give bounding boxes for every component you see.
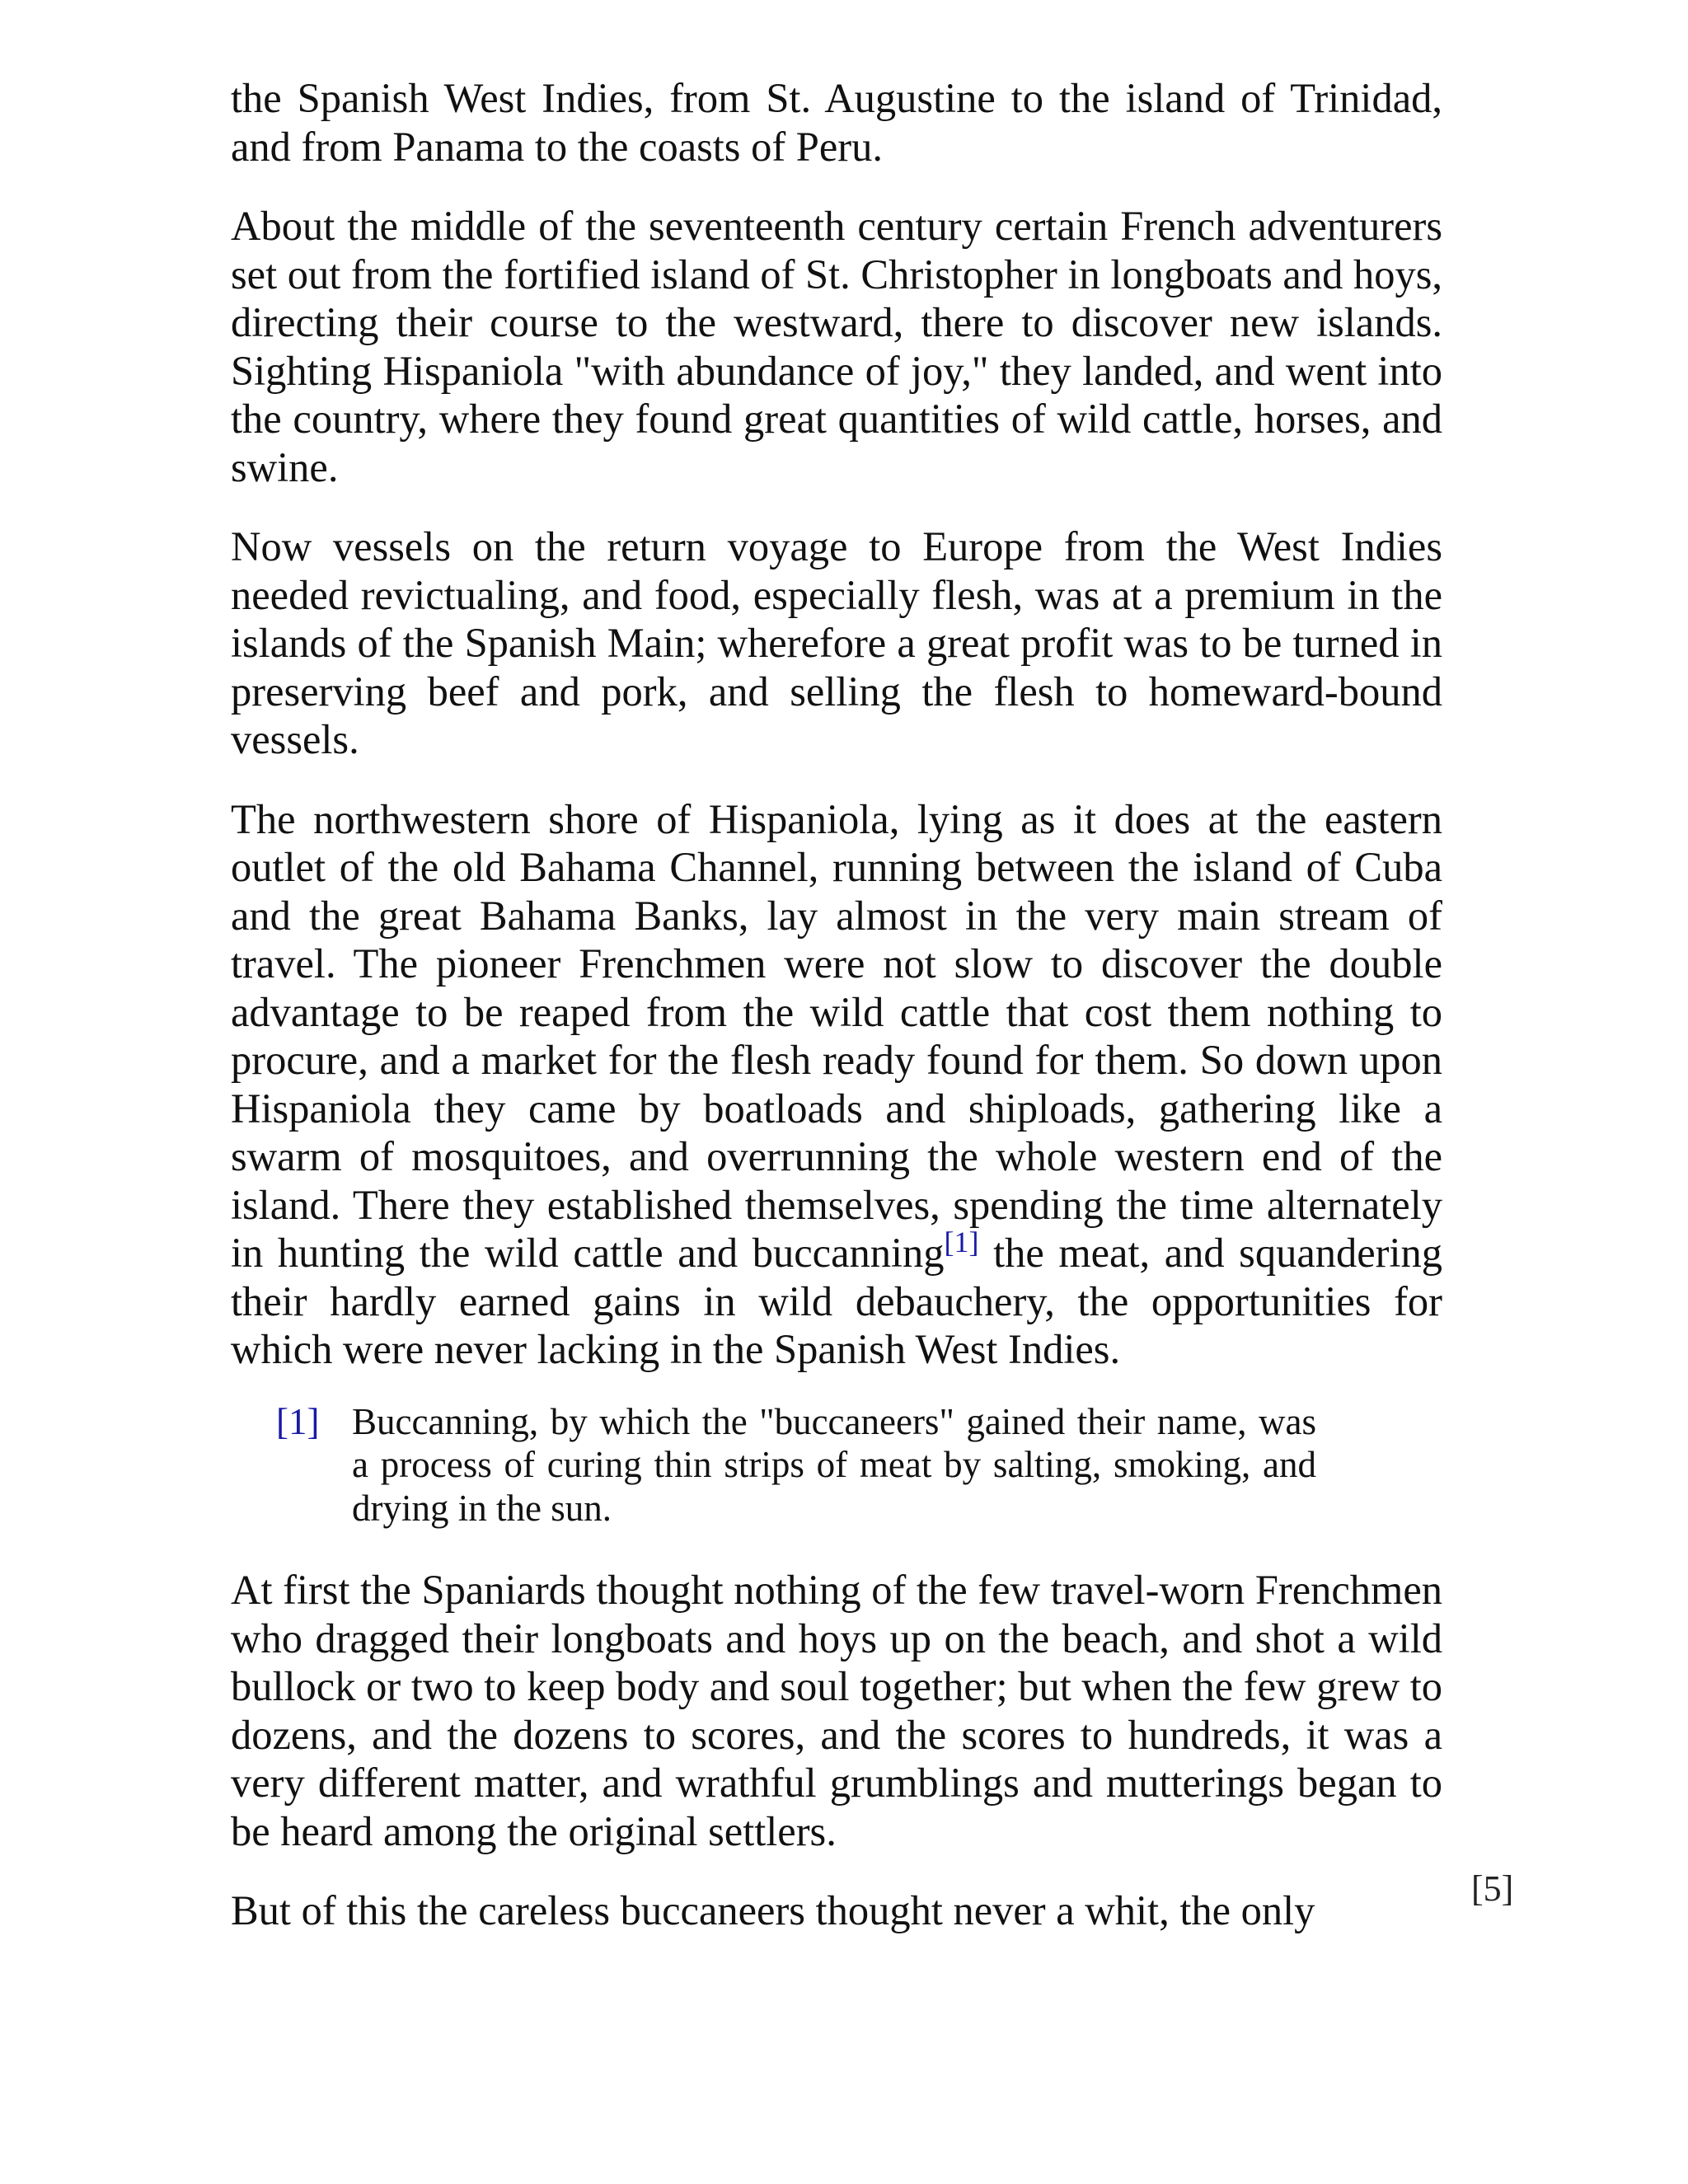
paragraph-2: About the middle of the seventeenth century certain French adventurers set out from the fortified island of St. Christopher in longboats and hoys, directing their course to the westward, there to discover new islands. Sighting Hispaniola "with abundance of joy," they landed, and went into the country, where they found great quantities of wild cattle, horses, and swine.	[231, 203, 1442, 490]
page-number: [5]	[1471, 1868, 1514, 1909]
paragraph-6: But of this the careless buccaneers thought never a whit, the only	[231, 1887, 1315, 1933]
footnote-ref-link[interactable]: [1]	[944, 1226, 979, 1258]
paragraph-4-text-end: the meat, and squandering their hardly earned gains in wild debauchery, the opportunities for which were never lacking in the Spanish West Indies.	[231, 1230, 1443, 1372]
footnote-text: Buccanning, by which the "buccaneers" gained their name, was a process of curing thin strips of meat by salting, smoking, and drying in the sun.	[352, 1400, 1316, 1529]
paragraph-4-text-start: The northwestern shore of Hispaniola, lying as it does at the eastern outlet of the old Bahama Channel, running between the island of Cuba and the great Bahama Banks, lay almost in the very main stream of travel. The pioneer Frenchmen were not slow to discover the double advantage to be reaped from the wild cattle that cost them nothing to procure, and a market for the flesh ready found for them. So down upon Hispaniola they came by boatloads and shiploads, gathering like a swarm of mosquitoes, and overrunning the whole western end of the island. There they established themselves, spending the time alternately in hunting the wild cattle and buccanning	[231, 795, 1442, 1276]
paragraph-1: the Spanish West Indies, from St. Augustine to the island of Trinidad, and from Panama to the coasts of Peru.	[231, 75, 1442, 170]
page-body	[231, 74, 1442, 1966]
paragraph-5: At first the Spaniards thought nothing of the few travel-worn Frenchmen who dragged their longboats and hoys up on the beach, and shot a wild bullock or two to keep body and soul together; but when the few grew to dozens, and the dozens to scores, and the scores to hundreds, it was a very different matter, and wrathful grumblings and mutterings began to be heard among the original settlers.	[231, 1567, 1442, 1854]
footnote-label-link[interactable]: [1]	[276, 1400, 320, 1442]
footnote	[276, 1400, 1316, 1530]
paragraph-3: Now vessels on the return voyage to Europe from the West Indies needed revictualing, and food, especially flesh, was at a premium in the islands of the Spanish Main; wherefore a great profit was to be turned in preserving beef and pork, and selling the flesh to homeward-bound vessels.	[231, 523, 1442, 762]
paragraph-4	[231, 795, 1442, 1374]
